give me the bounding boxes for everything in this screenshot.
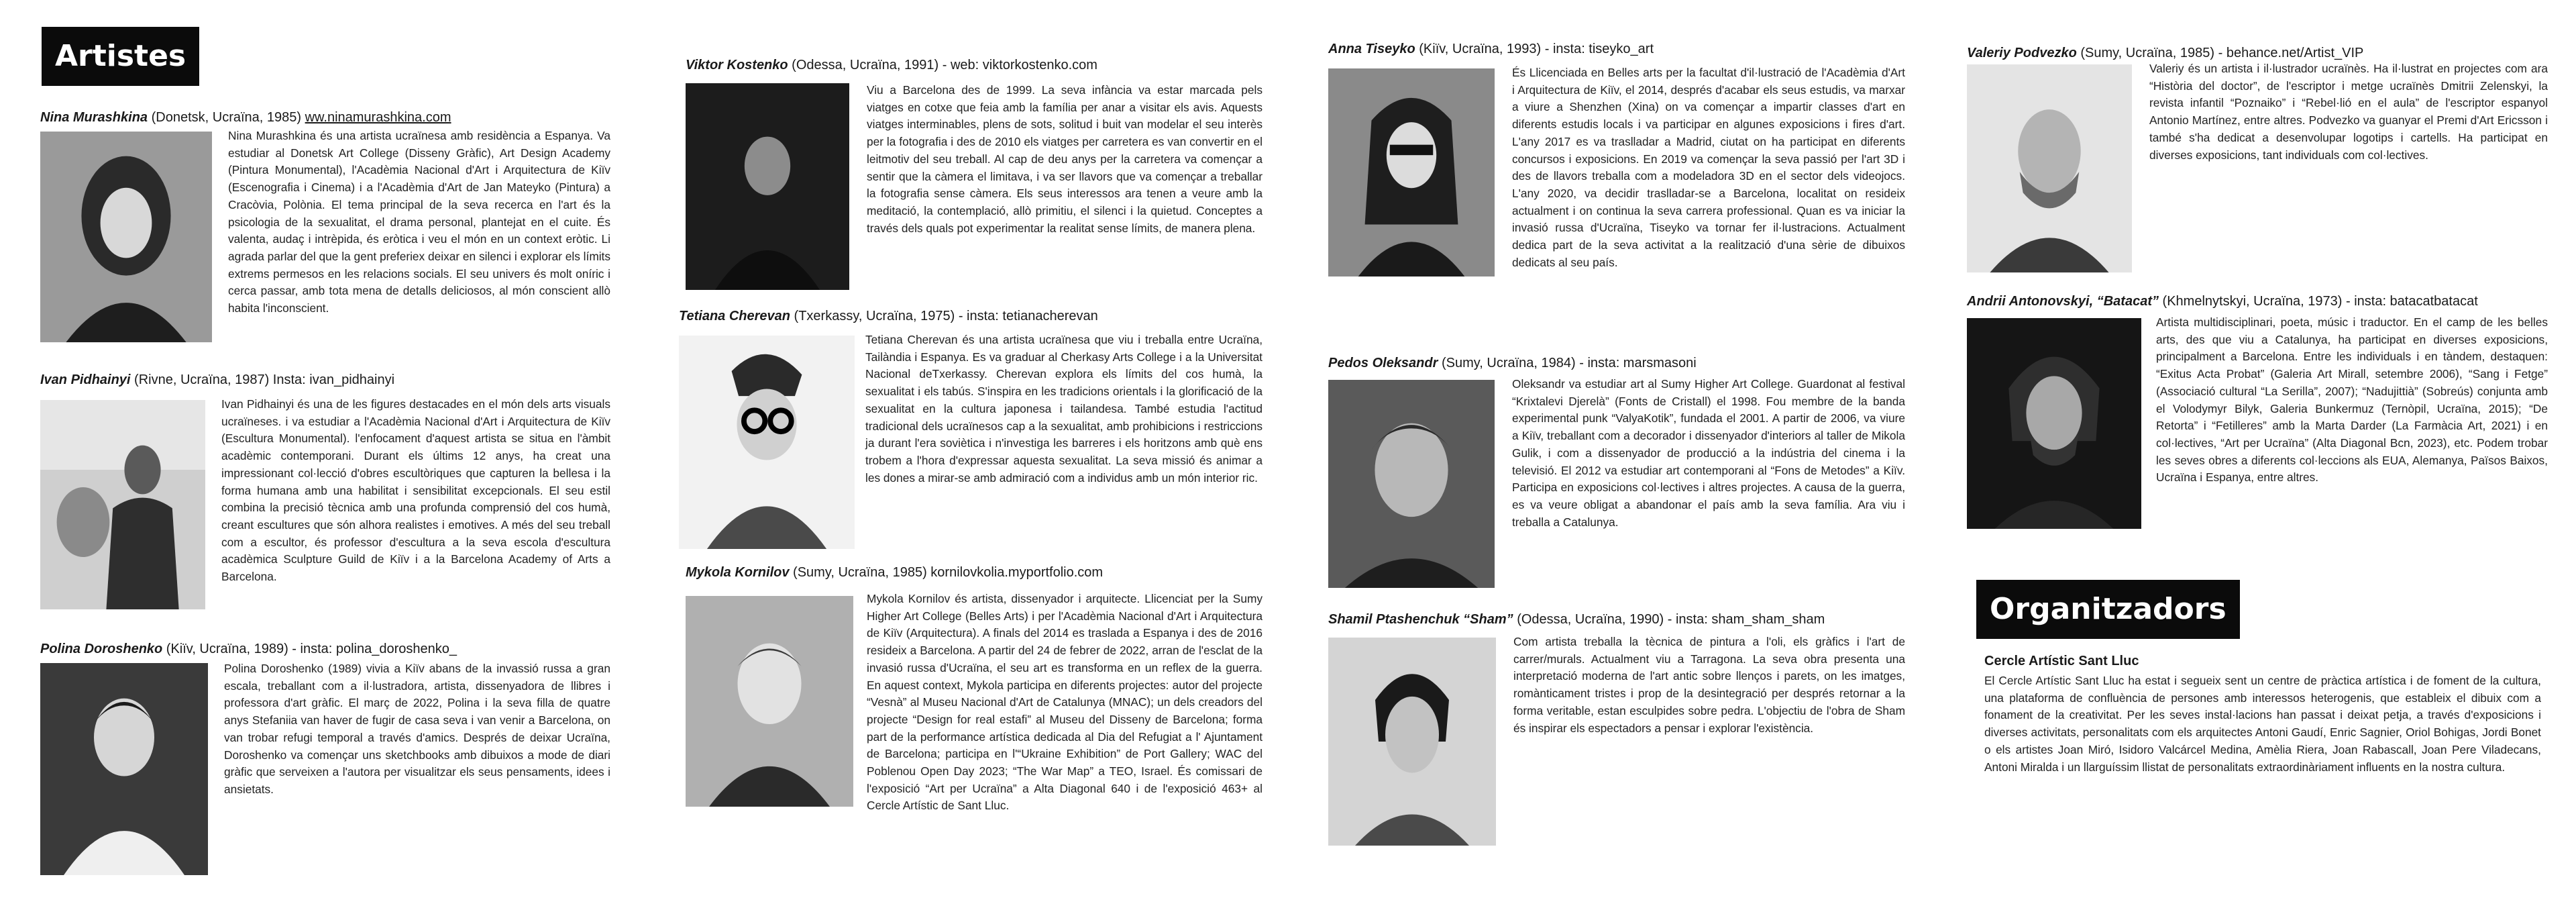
portrait-photo	[40, 663, 208, 875]
organizer-name: Cercle Artístic Sant Lluc	[1984, 654, 2139, 668]
artist-meta: (Rivne, Ucraïna, 1987) Insta: ivan_pidhainyi	[130, 372, 395, 387]
artists-title: Artistes	[42, 27, 199, 86]
artist-name: Tetiana Cherevan	[679, 309, 790, 323]
artist-bio: Ivan Pidhainyi és una de les figures destacades en el món dels arts visuals ucraïneses. i va estudiar a l'Acadèmia Nacional d'Art i Arquitectura de Kiïv (Escultura Monumental). l'enfocament d'aquest artista se situa en l'àmbit acadèmic contemporani. Durant els últims 12 anys, ha creat una impressionant col·lecció d'obres escultòriques que capturen la bellesa i la forma humana amb una habilitat i sensibilitat excepcionals. El seu estil combina la precisió tècnica amb una profunda comprensió del cos humà, creant escultures que són alhora realistes i emotives. A més del seu treball com a escultor, és professor d'escultura a la seva escola d'escultura acadèmica Sculpture Guild de Kiïv i a la Barcelona Academy of Arts a Barcelona.	[221, 397, 610, 584]
artist-meta: (Sumy, Ucraïna, 1985) kornilovkolia.myportfolio.com	[789, 565, 1104, 580]
artist-name: Anna Tiseyko	[1328, 42, 1415, 56]
artist-bio: Com artista treballa la tècnica de pintura a l'oli, els gràfics i l'art de carrer/murals. Actualment viu a Tarragona. La seva obra presenta una interpretació moderna de l'art antic sobre llenços i parets, on les imatges, romànticament tristes i prop de la desintegració per després retornar a la forma veritable, estan esculpides sobre pedra. L'objectiu de l'obra de Sham és inspirar els espectadors a pensar i explorar l'existència.	[1513, 635, 1905, 735]
artist-meta: (Odessa, Ucraïna, 1991) - web: viktorkostenko.com	[788, 58, 1097, 72]
portrait-photo	[40, 400, 205, 609]
artist-heading	[686, 564, 1103, 581]
organizers-title: Organitzadors	[1976, 580, 2240, 639]
artist-name: Ivan Pidhainyi	[40, 372, 131, 387]
artist-name: Shamil Ptashenchuk “Sham”	[1328, 612, 1513, 627]
organizer-bio: El Cercle Artístic Sant Lluc ha estat i segueix sent un centre de pràctica artística i de foment de la cultura, una plataforma de confluència de persones amb interessos heterogenis, que estableix el dibuix com a fonament de la creativitat. Per les seves instal·lacions han passat i deixat petja, a través d'exposicions i diverses activitats, personalitats com els arquitectes Antoni Gaudí, Enric Sagnier, Oriol Bohigas, Jordi Bonet o els artistes Joan Miró, Isidoro Valcárcel Medina, Amèlia Riera, Joan Rabascall, Joan Pere Viladecans, Antoni Miralda i un llarguíssim llistat de personalitats extraordinàriament influents en la nostra cultura.	[1984, 674, 2541, 774]
artist-name: Valeriy Podvezko	[1967, 46, 2077, 60]
artist-name: Mykola Kornilov	[686, 565, 790, 580]
artist-heading	[1328, 40, 1654, 58]
portrait-photo	[1328, 638, 1496, 846]
artist-meta: (Odessa, Ucraïna, 1990) - insta: sham_sham_sham	[1513, 612, 1825, 627]
artist-meta: (Kiïv, Ucraïna, 1993) - insta: tiseyko_art	[1415, 42, 1654, 56]
artist-heading	[679, 307, 1098, 325]
artist-bio: Oleksandr va estudiar art al Sumy Higher Art College. Guardonat al festival “Krixtalevi Djerelà” (Fonts de Cristall) el 1998. Fou membre de la banda experimental punk “ValyaKotik”, fundada el 2001. A partir de 2006, va viure a Kiïv, treballant com a decorador i dissenyador d'interiors al taller de Mikola Gulik, i com a dissenyador de producció a la indústria del cinema i la televisió. El 2012 va estudiar art contemporani al “Fons de Metodes” a Kiïv. Participa en exposicions col·lectives i altres projectes. A causa de la guerra, es va veure obligat a abandonar el país amb la seva família. Ara viu i treballa a Catalunya.	[1512, 377, 1905, 529]
portrait-photo	[1328, 380, 1495, 588]
artist-heading	[40, 371, 394, 389]
artist-heading	[1967, 44, 2363, 62]
artist-meta: (Sumy, Ucraïna, 1984) - insta: marsmasoni	[1438, 356, 1697, 370]
artist-bio: Artista multidisciplinari, poeta, músic i traductor. En el camp de les belles arts, des que viu a Catalunya, ha participat en diverses exposicions, principalment a Barcelona. Entre les individuals i en tàndem, destaquen: “Exitus Acta Probat” (Galeria Art Mirall, setembre 2006), “Sang i Fetge” (Associació cultural “La Serilla”, 2007); “Nadujittià” (Sobreús) conjunta amb el Volodymyr Bilyk, Galeria Bunkermuz (Ternòpil, Ucraïna, 2015); “De Retorta” i “Fetilleres” amb la Marta Darder (La Farmàcia Art, 2021) i en col·lectives, “Art per Ucraïna” (Alta Diagonal Bcn, 2023), etc. Podem trobar les seves obres a diferents col·leccions als EUA, Alemanya, Països Baixos, Ucraïna i Espanya, entre altres.	[2156, 315, 2548, 485]
artist-heading	[1967, 293, 2478, 310]
artist-heading	[40, 109, 451, 126]
artist-bio: Mykola Kornilov és artista, dissenyador i arquitecte. Llicenciat per la Sumy Higher Art College (Belles Arts) i per l'Acadèmia Nacional d'Art i Arquitectura de Kiïv (Arquitectura). A finals del 2014 es traslada a Espanya i des de 2016 resideix a Barcelona. A partir del 24 de febrer de 2022, arran de l'esclat de la invasió russa d'Ucraïna, el seu art es transforma en un reflex de la guerra. En aquest context, Mykola participa en diferents projectes: autor del projecte “Vesnà” al Museu Nacional d'Art de Catalunya (MNAC); un dels creadors del projecte “Design for real estafi” al Museu del Disseny de Barcelona; forma part de la performance artística dedicada al Dia del Refugiat a l' Ajuntament de Barcelona; participa en l'“Ukraine Exhibition” de Port Gallery; WAC del Poblenou Open Day 2023; “The War Map” a TEO, Israel. És comissari de l'exposició “Art per Ucraïna” a Alta Diagonal 640 i de l'exposició 463+ al Cercle Artístic de Sant Lluc.	[867, 592, 1263, 813]
artist-bio: Viu a Barcelona des de 1999. La seva infància va estar marcada pels viatges en cotxe que feia amb la família per anar a visitar els avis. Aquests viatges interminables, plens de sots, solitud i buit van modelar el seu interès per la fotografia i des de 2010 els viatges per carretera es van convertir en el leitmotiv del seu treball. Al cap de deu anys per la carretera va començar a sentir que la càmera el limitava, i va ser llavors que va començar a treballar la fotografia sense càmera. Els seus interessos ara tenen a veure amb la meditació, la contemplació, allò primitiu, el silenci i la quietud. Conceptes a través dels quals pot experimentar la realitat sense límits, de manera plena.	[867, 83, 1263, 235]
artist-name: Nina Murashkina	[40, 110, 148, 125]
portrait-photo	[1967, 318, 2141, 529]
artist-name: Andrii Antonovskyi, “Batacat”	[1967, 294, 2159, 309]
portrait-photo	[40, 132, 212, 342]
artist-bio: És Llicenciada en Belles arts per la facultat d'il·lustració de l'Acadèmia d'Art i Arquitectura de Kiïv, el 2014, després d'acabar els seus estudis, va marxar a viure a Shenzhen (Xina) on va començar a impartir classes d'art en diferents estudis locals i va participar en algunes exposicions i fires d'art. L'any 2017 es va traslladar a Madrid, ciutat on ha participat en diferents concursos i exposicions. En 2019 va començar la seva passió per l'art 3D i des de llavors treballa com a modeladora 3D en el sector dels videojocs. L'any 2020, va decidir traslladar-se a Barcelona, localitat on resideix actualment i on continua la seva carrera professional. Quan es va iniciar la invasió russa d'Ucraïna, Tiseyko va tornar fer il·lustracions. Actualment dedica part de la seva activitat a la realització d'una sèrie de dibuixos dedicats al seu país.	[1512, 66, 1905, 269]
portrait-photo	[686, 83, 849, 290]
artist-meta: (Kiïv, Ucraïna, 1989) - insta: polina_doroshenko_	[162, 642, 458, 656]
artist-name: Viktor Kostenko	[686, 58, 788, 72]
artist-name: Polina Doroshenko	[40, 642, 163, 656]
portrait-photo	[1967, 64, 2132, 272]
artist-bio: Nina Murashkina és una artista ucraïnesa amb residència a Espanya. Va estudiar al Donetsk Art College (Disseny Gràfic), Art Design Academy (Pintura Monumental), l'Acadèmia Nacional d'Art i Arquitectura de Kiïv (Escenografia i Cinema) i a l'Acadèmia d'Art de Jan Mateyko (Pintura) a Cracòvia, Polònia. El tema principal de la seva recerca en l'art és la psicologia de la sexualitat, el drama personal, plantejat en el cuite. És valenta, audaç i intrèpida, és eròtica i veu el món en un context eròtic. Li agrada parlar del que la gent preferiex deixar en silenci i explorar els límits extrems permesos en les relacions socials. El seu univers és molt oníric i cerca passar, amb tota mena de detalls deliciosos, al món conscient allò habita l'inconscient.	[228, 129, 610, 315]
artist-heading	[40, 640, 457, 658]
artist-heading	[1328, 354, 1697, 372]
artist-heading	[686, 56, 1097, 74]
artist-meta: (Khmelnytskyi, Ucraïna, 1973) - insta: batacatbatacat	[2158, 294, 2478, 309]
artist-heading	[1328, 611, 1825, 628]
artist-bio: Tetiana Cherevan és una artista ucraïnesa que viu i treballa entre Ucraïna, Tailàndia i Espanya. Es va graduar al Cherkasy Arts College i a la Universitat Nacional deTxerkassy. Cherevan explora els límits del cos humà, la sexualitat i els tabús. S'inspira en les tradicions orientals i la glorificació de la sexualitat en la cultura japonesa i tailandesa. També estudia l'actitud tradicional dels ucraïnesos cap a la sexualitat, amb prohibicions i restriccions ja durant l'era soviètica i n'investiga les barreres i els horitzons amb què ens trobem a l'hora d'expressar aquesta sexualitat. La seva missió és animar a les dones a mirar-se amb admiració com a individus amb un món interior ric.	[865, 333, 1263, 485]
portrait-photo	[686, 596, 853, 807]
artist-meta: (Donetsk, Ucraïna, 1985)	[148, 110, 305, 125]
artist-meta: (Txerkassy, Ucraïna, 1975) - insta: tetianacherevan	[790, 309, 1098, 323]
portrait-photo	[679, 336, 855, 549]
artist-website-link[interactable]: ww.ninamurashkina.com	[305, 110, 451, 125]
artist-bio: Valeriy és un artista i il·lustrador ucraïnès. Ha il·lustrat en projectes com ara “Història del doctor”, de l'escriptor i metge ucraïnès Dmitrii Zelenskyi, la revista infantil “Poznaiko” i “Rebel·lió en el aula” de l'escriptor espanyol Antonio Martínez, entre altres. Podvezko va guanyar el Premi d'Art Ericsson i també s'ha dedicat a desenvolupar logotips i cartells. Ha participat en diverses exposicions, tant individuals com col·lectives.	[2149, 62, 2548, 162]
portrait-photo	[1328, 68, 1495, 276]
artist-name: Pedos Oleksandr	[1328, 356, 1438, 370]
artist-bio: Polina Doroshenko (1989) vivia a Kiïv abans de la invassió russa a gran escala, treballant com a il·lustradora, artista, dissenyadora de llibres i professora d'art gràfic. El març de 2022, Polina i la seva filla de quatre anys Stefaniia van haver de fugir de casa seva i van venir a Barcelona, on van trobar refugi temporal a través d'amics. Després de deixar Ucraïna, Doroshenko va començar uns sketchbooks amb dibuixos a mode de diari gràfic que serveixen a l'autora per visualitzar els seus pensaments, idees i ansietats.	[224, 662, 610, 796]
artist-meta: (Sumy, Ucraïna, 1985) - behance.net/Artist_VIP	[2076, 46, 2364, 60]
